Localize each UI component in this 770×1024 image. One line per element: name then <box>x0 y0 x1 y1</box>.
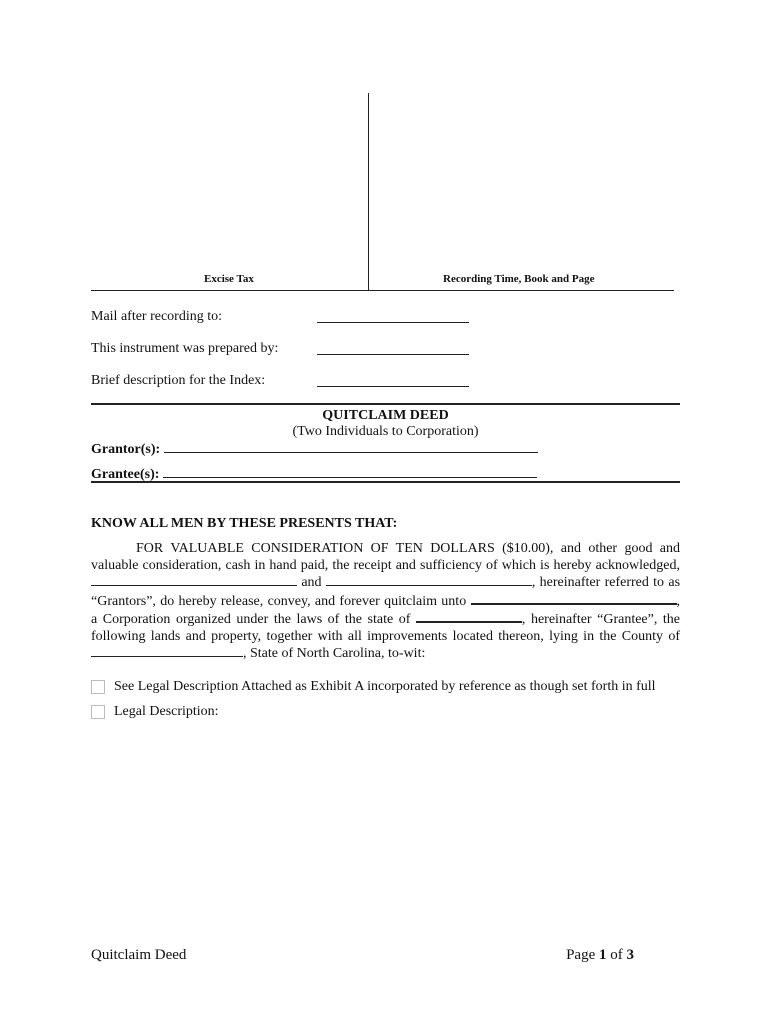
consideration-paragraph <box>91 541 680 663</box>
legal-description-label: Legal Description: <box>114 704 219 719</box>
para-text-1: FOR VALUABLE CONSIDERATION OF TEN DOLLARS ($10.00), and other good and valuable consideration, cash in hand paid, the receipt and sufficiency of which is hereby acknowledged, <box>91 541 680 573</box>
title-rule-bottom <box>91 481 680 483</box>
legal-description-checkbox[interactable] <box>91 705 105 719</box>
legal-description-option[interactable] <box>91 704 219 720</box>
grantee-label: Grantee(s): <box>91 467 160 482</box>
para-text-6: , hereinafter “Grantee”, the following lands and property, together with all improvements located thereon, lying in the County of <box>91 612 680 644</box>
grantor-1-blank[interactable] <box>91 574 297 586</box>
state-blank[interactable] <box>416 610 522 623</box>
page-total: 3 <box>626 947 634 963</box>
exhibit-a-checkbox[interactable] <box>91 680 105 694</box>
para-text-4: , <box>676 593 681 609</box>
para-text-2: and <box>301 575 322 590</box>
grantee-name-blank[interactable] <box>471 592 677 605</box>
excise-tax-label: Excise Tax <box>204 273 254 285</box>
grantor-field[interactable] <box>164 440 538 453</box>
prepared-by-label: This instrument was prepared by: <box>91 341 279 356</box>
grantor-2-blank[interactable] <box>326 574 532 586</box>
grantor-row <box>91 440 538 458</box>
prepared-by-field[interactable] <box>317 353 469 355</box>
deed-title: QUITCLAIM DEED <box>322 408 449 423</box>
para-text-5: a Corporation organized under the laws of the state of <box>91 612 411 627</box>
grantee-field[interactable] <box>163 465 537 478</box>
page-current: 1 <box>599 947 607 963</box>
grantor-label: Grantor(s): <box>91 442 161 457</box>
page-indicator <box>566 947 634 964</box>
exhibit-a-option[interactable] <box>91 679 656 695</box>
para-text-7: , State of North Carolina, to-wit: <box>243 646 426 661</box>
page-prefix: Page <box>566 947 596 963</box>
title-rule-top <box>91 403 680 405</box>
para-text-3: , hereinafter referred to as “Grantors”, do hereby release, convey, and forever quitclaim unto <box>91 575 681 609</box>
county-blank[interactable] <box>91 645 243 657</box>
header-divider <box>368 93 369 290</box>
mail-after-label: Mail after recording to: <box>91 309 223 324</box>
body-heading: KNOW ALL MEN BY THESE PRESENTS THAT: <box>91 516 398 531</box>
recording-label: Recording Time, Book and Page <box>443 273 595 285</box>
page-of: of <box>610 947 623 963</box>
deed-subtitle: (Two Individuals to Corporation) <box>292 424 479 439</box>
exhibit-a-label: See Legal Description Attached as Exhibit A incorporated by reference as though set forth in full <box>114 679 656 694</box>
brief-description-label: Brief description for the Index: <box>91 373 266 388</box>
header-rule <box>91 290 674 291</box>
footer-doc-name: Quitclaim Deed <box>91 947 187 963</box>
mail-after-field[interactable] <box>317 321 469 323</box>
brief-description-field[interactable] <box>317 385 469 387</box>
